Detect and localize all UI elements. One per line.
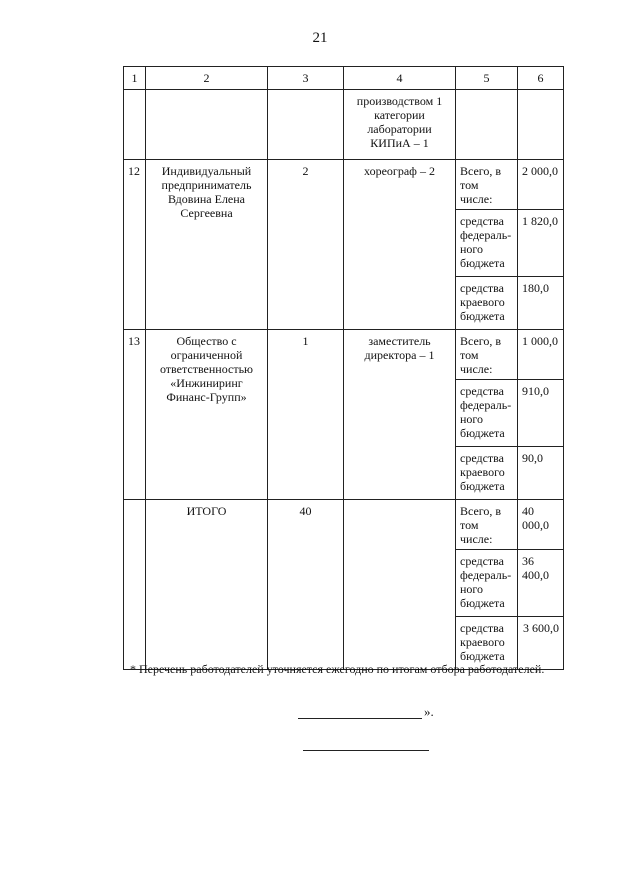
column-header: 1	[124, 67, 146, 90]
funding-label-text: Всего, в том числе:	[460, 164, 502, 206]
funding-label-text: средства краевого бюджета	[460, 281, 505, 323]
funding-label	[456, 160, 518, 210]
funding-label-text: средства федераль- ного бюджета	[460, 214, 512, 270]
funding-label	[456, 500, 518, 550]
column-header: 3	[268, 67, 344, 90]
column-header: 2	[146, 67, 268, 90]
funding-label-text: Всего, в том числе:	[460, 504, 502, 546]
funding-label	[456, 380, 518, 447]
table-row	[124, 330, 564, 380]
funding-label-text: средства федераль- ного бюджета	[460, 384, 512, 440]
employer-name: Общество с ограниченной ответственностью «Инжиниринг Финанс-Групп»	[159, 334, 254, 404]
funding-amount: 1 000,0	[518, 330, 564, 380]
position-cell	[344, 330, 456, 500]
column-header: 6	[518, 67, 564, 90]
employer-cell	[146, 330, 268, 500]
employers-table	[123, 66, 564, 670]
row-number: 13	[124, 330, 146, 500]
funding-amount: 36 400,0	[518, 550, 564, 617]
continuation-row	[124, 90, 564, 160]
footnote: * Перечень работодателей уточняется ежегодно по итогам отбора работодателей.	[130, 662, 545, 676]
table-cell	[456, 90, 518, 160]
funding-label	[456, 277, 518, 330]
row-number: 12	[124, 160, 146, 330]
funding-label-text: средства краевого бюджета	[460, 621, 505, 663]
funding-amount: 2 000,0	[518, 160, 564, 210]
position-cell	[344, 160, 456, 330]
table-cell	[344, 500, 456, 670]
position-text: заместитель директора – 1	[364, 334, 435, 362]
funding-amount: 90,0	[518, 447, 564, 500]
funding-amount: 1 820,0	[518, 210, 564, 277]
total-count: 40	[268, 500, 344, 670]
page-number: 21	[312, 30, 328, 46]
funding-label-text: Всего, в том числе:	[460, 334, 502, 376]
position-text: производством 1 категории лаборатории КИПиА – 1	[356, 94, 443, 150]
funding-label	[456, 447, 518, 500]
count-cell: 2	[268, 160, 344, 330]
funding-label-text: средства федераль- ного бюджета	[460, 554, 512, 610]
table-cell	[518, 90, 564, 160]
count-cell: 1	[268, 330, 344, 500]
funding-amount: 3 600,0	[518, 617, 564, 670]
position-cell	[344, 90, 456, 160]
employer-cell	[146, 160, 268, 330]
total-label: ИТОГО	[146, 500, 268, 670]
table-cell	[124, 500, 146, 670]
column-header: 5	[456, 67, 518, 90]
table-row	[124, 160, 564, 210]
employer-name: Индивидуальный предприниматель Вдовина Елена Сергеевна	[161, 164, 252, 220]
funding-label	[456, 330, 518, 380]
closing-mark: ».	[424, 704, 434, 719]
column-header: 4	[344, 67, 456, 90]
funding-label-text: средства краевого бюджета	[460, 451, 505, 493]
funding-amount: 180,0	[518, 277, 564, 330]
table-cell	[124, 90, 146, 160]
funding-label	[456, 210, 518, 277]
table-cell	[146, 90, 268, 160]
total-row	[124, 500, 564, 550]
signature-line	[298, 706, 422, 719]
funding-amount: 40 000,0	[518, 500, 564, 550]
position-text: хореограф – 2	[364, 164, 435, 178]
funding-label	[456, 550, 518, 617]
table-header-row	[124, 67, 564, 90]
signature-line	[303, 738, 429, 751]
table-cell	[268, 90, 344, 160]
funding-amount: 910,0	[518, 380, 564, 447]
